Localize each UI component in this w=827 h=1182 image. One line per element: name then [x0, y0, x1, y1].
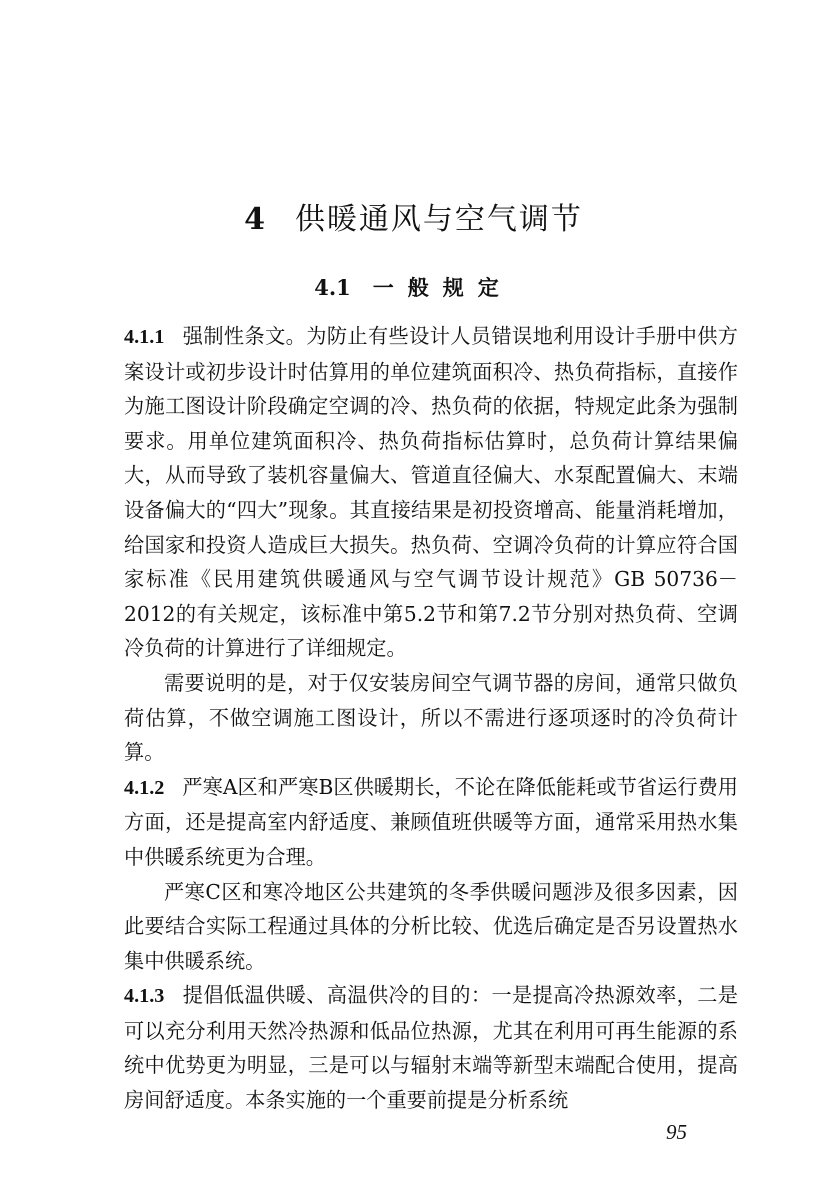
paragraph-text: 需要说明的是，对于仅安装房间空气调节器的房间，通常只做负荷估算，不做空调施工图设计，所以不需进行逐项逐时的冷负荷计算。 [124, 670, 738, 765]
page-number: 95 [666, 1120, 687, 1144]
paragraph-text: 强制性条文。为防止有些设计人员错误地利用设计手册中供方案设计或初步设计时估算用的单位建筑面积冷、热负荷指标，直接作为施工图设计阶段确定空调的冷、热负荷的依据，特规定此条为强制要求。用单位建筑面积冷、热负荷指标估算时，总负荷计算结果偏大，从而导致了装机容量偏大、管道直径偏大、水泵配置偏大、末端设备偏大的“四大”现象。其直接结果是初投资增高、能量消耗增加，给国家和投资人造成巨大损失。热负荷、空调冷负荷的计算应符合国家标准《民用建筑供暖通风与空气调节设计规范》GB 50736－2012的有关规定，该标准中第5.2节和第7.2节分别对热负荷、空调冷负荷的计算进行了详细规定。 [124, 324, 738, 661]
paragraph [124, 875, 738, 979]
chapter-title: 供暖通风与空气调节 [294, 202, 583, 237]
section-title: 一般规定 [372, 275, 513, 300]
clause-number: 4.1.3 [124, 985, 165, 1008]
clause-paragraph [124, 770, 738, 875]
clause-number: 4.1.2 [124, 776, 165, 799]
paragraph-text: 严寒A区和严寒B区供暖期长，不论在降低能耗或节省运行费用方面，还是提高室内舒适度、兼顾值班供暖等方面，通常采用热水集中供暖系统更为合理。 [124, 774, 738, 869]
paragraph-text: 提倡低温供暖、高温供冷的目的：一是提高冷热源效率，二是可以充分利用天然冷热源和低品位热源，尤其在利用可再生能源的系统中优势更为明显，三是可以与辐射末端等新型末端配合使用，提高房间舒适度。本条实施的一个重要前提是分析系统 [124, 983, 738, 1113]
clause-paragraph [124, 978, 738, 1117]
clause-paragraph [124, 319, 738, 666]
section-heading [0, 272, 827, 304]
section-number: 4.1 [314, 275, 351, 300]
clause-number: 4.1.1 [124, 326, 165, 348]
body-text [124, 319, 738, 1118]
paragraph [124, 666, 738, 770]
paragraph-text: 严寒C区和寒冷地区公共建筑的冬季供暖问题涉及很多因素，因此要结合实际工程通过具体的分析比较、优选后确定是否另设置热水集中供暖系统。 [124, 879, 738, 973]
chapter-heading [0, 198, 827, 242]
chapter-number: 4 [244, 202, 267, 237]
